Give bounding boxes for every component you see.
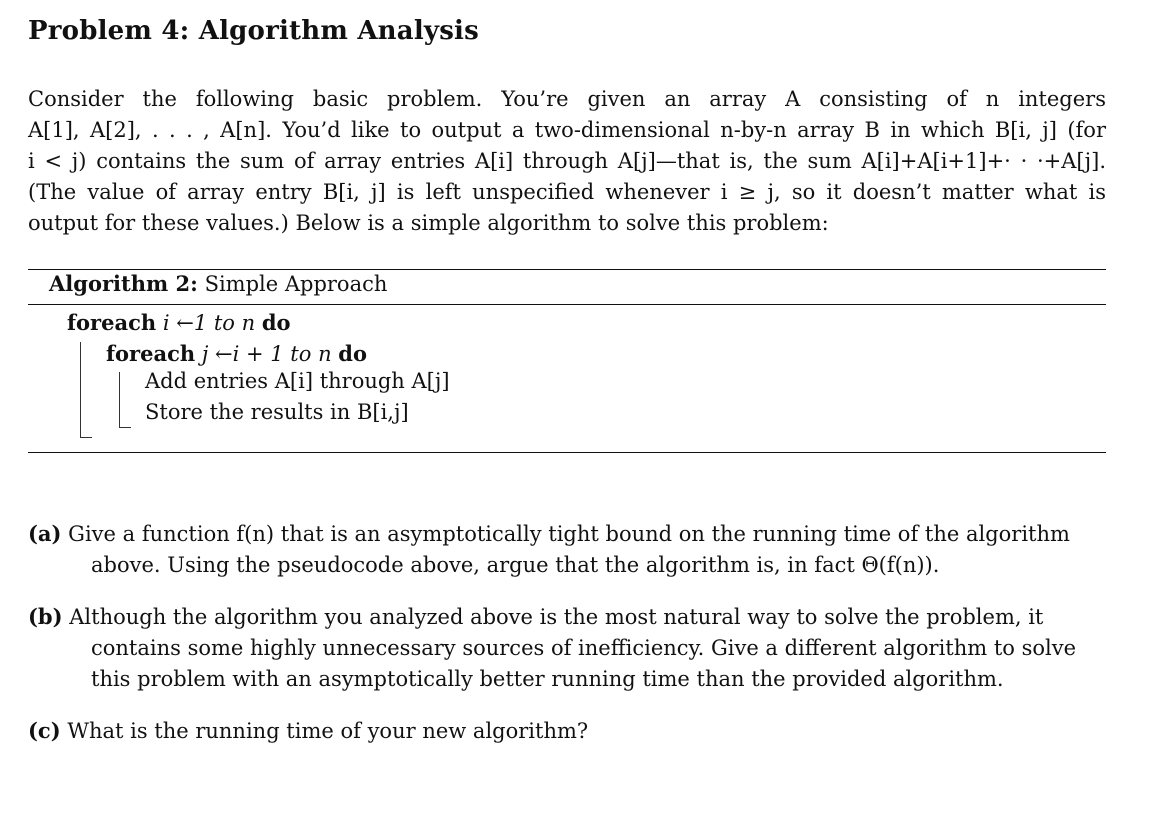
question-c xyxy=(28,715,1106,747)
question-c-label: (c) xyxy=(28,718,61,743)
question-c-line-1 xyxy=(28,715,1106,747)
question-b xyxy=(28,601,1106,695)
inner-loop-do: do xyxy=(338,341,367,366)
outer-loop-line xyxy=(67,310,291,335)
inner-loop-expr: j ←i + 1 to n xyxy=(201,342,332,366)
intro-line-1: Consider the following basic problem. You’re given an array A consisting of n integers xyxy=(28,87,1106,111)
outer-loop-do: do xyxy=(261,310,291,335)
algorithm-bottom-rule xyxy=(28,452,1106,453)
inner-loop-bar-foot xyxy=(119,427,131,428)
algorithm-name: Simple Approach xyxy=(204,272,388,296)
inner-loop-bar xyxy=(119,372,120,427)
algorithm-caption xyxy=(49,271,387,296)
question-b-label: (b) xyxy=(28,604,63,629)
question-b-text-3: this problem with an asymptotically better running time than the provided algorithm. xyxy=(91,667,1004,691)
intro-line-3: i < j) contains the sum of array entries A[i] through A[j]—that is, the sum A[i]+A[i+1]+· · ·+A[j]. xyxy=(28,149,1106,173)
intro-line-2: A[1], A[2], . . . , A[n]. You’d like to output a two-dimensional n-by-n array B in which B[i, j] (for xyxy=(28,118,1106,142)
question-a-text-2: above. Using the pseudocode above, argue that the algorithm is, in fact Θ(f(n)). xyxy=(91,553,940,577)
intro-line-5: output for these values.) Below is a simple algorithm to solve this problem: xyxy=(28,211,829,235)
outer-loop-bar-foot xyxy=(80,437,92,438)
loop-body-line-2: Store the results in B[i,j] xyxy=(145,400,409,424)
inner-loop-keyword: foreach xyxy=(106,341,196,366)
problem-intro xyxy=(28,84,1106,239)
question-a xyxy=(28,518,1106,581)
outer-loop-expr: i ←1 to n xyxy=(162,311,256,335)
outer-loop-bar xyxy=(80,342,81,437)
algorithm-label: Algorithm 2: xyxy=(49,271,198,296)
algorithm-header-rule xyxy=(28,304,1106,305)
inner-loop-line xyxy=(106,341,367,366)
question-c-text-1: What is the running time of your new algorithm? xyxy=(67,719,589,743)
question-b-line-1 xyxy=(28,601,1106,633)
intro-line-4: (The value of array entry B[i, j] is left unspecified whenever i ≥ j, so it doesn’t matter what is xyxy=(28,180,1106,204)
question-a-text-1: Give a function f(n) that is an asymptotically tight bound on the running time of the algorithm xyxy=(68,522,1070,546)
problem-title: Problem 4: Algorithm Analysis xyxy=(28,16,479,46)
algorithm-top-rule xyxy=(28,269,1106,270)
question-a-label: (a) xyxy=(28,521,62,546)
outer-loop-keyword: foreach xyxy=(67,310,157,335)
question-b-text-2: contains some highly unnecessary sources of inefficiency. Give a different algorithm to solve xyxy=(91,636,1077,660)
question-b-text-1: Although the algorithm you analyzed above is the most natural way to solve the problem, it xyxy=(69,605,1044,629)
question-a-line-1 xyxy=(28,518,1106,550)
loop-body-line-1: Add entries A[i] through A[j] xyxy=(145,369,450,393)
